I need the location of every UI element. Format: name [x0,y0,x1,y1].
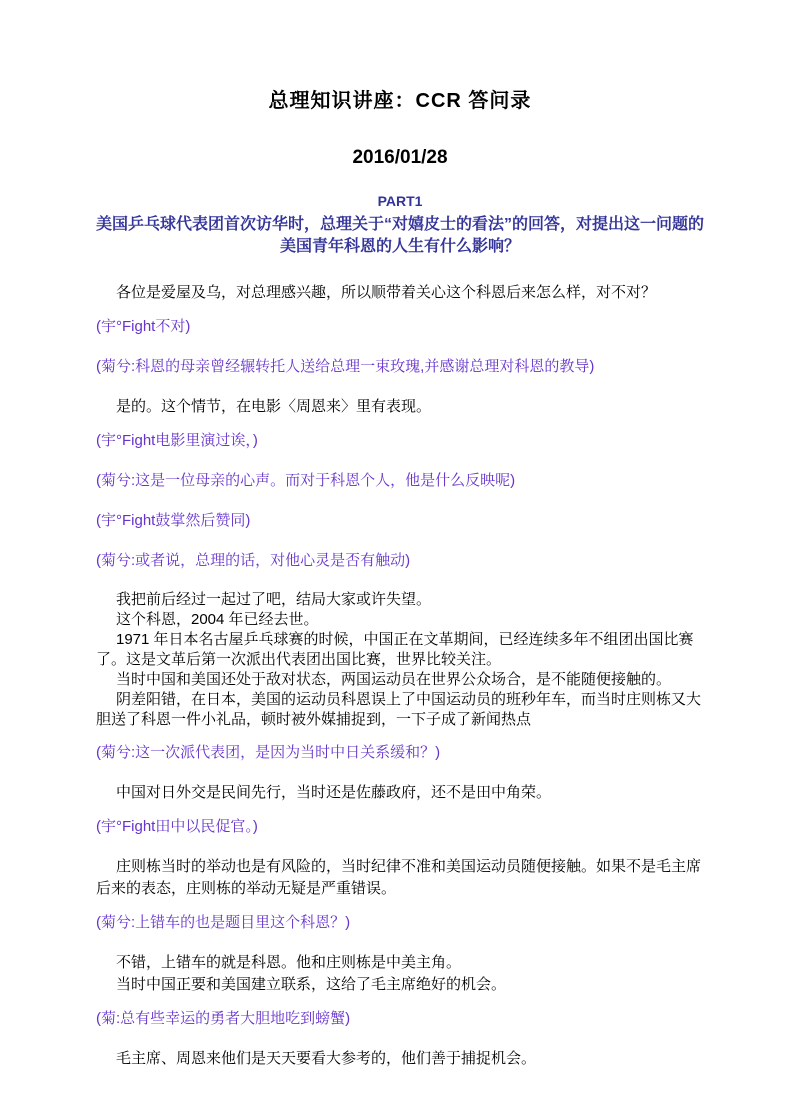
speaker-line: (菊兮:这是一位母亲的心声。而对于科恩个人，他是什么反映呢) [96,472,516,489]
speaker-line: (宇°Fight鼓掌然后赞同) [96,512,251,529]
text-line: 胆送了科恩一件小礼品，顿时被外媒捕捉到，一下子成了新闻热点 [96,711,532,728]
document-title: 总理知识讲座：CCR 答问录 [268,90,532,112]
speaker-remark [96,356,704,378]
answer-paragraph [96,1048,704,1070]
question-heading-line-2: 美国青年科恩的人生有什么影响？ [279,238,520,255]
document-date: 2016/01/28 [352,147,448,168]
text-line: 我把前后经过一起过了吧，结局大家或许失望。 [116,591,432,608]
question-heading [96,214,704,258]
answer-paragraph [96,856,704,900]
speaker-line: (菊兮:科恩的母亲曾经辗转托人送给总理一束玫瑰,并感谢总理对科恩的教导) [96,358,595,375]
text-line: 庄则栋当时的举动也是有风险的，当时纪律不准和美国运动员随便接触。如果不是毛主席 [116,858,702,875]
speaker-line: (菊兮:这一次派代表团，是因为当时中日关系缓和？) [96,744,441,761]
speaker-remark [96,550,704,572]
speaker-remark [96,470,704,492]
answer-paragraph [96,282,704,304]
document-body [96,282,704,1070]
text-line: 后来的表态，庄则栋的举动无疑是严重错误。 [96,880,397,897]
speaker-remark [96,816,704,838]
speaker-line: (菊兮:或者说，总理的话，对他心灵是否有触动) [96,552,411,569]
speaker-remark [96,912,704,934]
speaker-remark [96,316,704,338]
text-line: 这个科恩，2004 年已经去世。 [116,611,319,628]
speaker-line: (宇°Fight田中以民促官。) [96,818,258,835]
speaker-remark [96,742,704,764]
answer-paragraph [96,952,704,996]
text-line: 1971 年日本名古屋乒乓球赛的时候，中国正在文革期间，已经连续多年不组团出国比赛 [116,631,694,648]
text-line: 毛主席、周恩来他们是天天要看大参考的，他们善于捕捉机会。 [116,1050,537,1067]
text-line: 各位是爱屋及乌，对总理感兴趣，所以顺带着关心这个科恩后来怎么样，对不对？ [116,284,657,301]
speaker-line: (宇°Fight不对) [96,318,191,335]
answer-paragraph [96,590,704,730]
text-line: 了。这是文革后第一次派出代表团出国比赛，世界比较关注。 [96,651,502,668]
speaker-remark [96,1008,704,1030]
text-line: 当时中国正要和美国建立联系，这给了毛主席绝好的机会。 [116,976,507,993]
speaker-remark [96,510,704,532]
answer-paragraph [96,782,704,804]
speaker-line: (宇°Fight电影里演过诶，) [96,432,258,449]
speaker-line: (菊兮:上错车的也是题目里这个科恩？) [96,914,351,931]
question-heading-line-1: 美国乒乓球代表团首次访华时，总理关于“对嬉皮士的看法”的回答，对提出这一问题的 [96,216,705,233]
text-line: 阴差阳错，在日本，美国的运动员科恩误上了中国运动员的班秒年车，而当时庄则栋又大 [116,691,702,708]
text-line: 不错，上错车的就是科恩。他和庄则栋是中美主角。 [116,954,462,971]
speaker-line: (菊:总有些幸运的勇者大胆地吃到螃蟹) [96,1010,351,1027]
text-line: 是的。这个情节，在电影〈周恩来〉里有表现。 [116,398,432,415]
part-label: PART1 [377,193,423,209]
text-line: 当时中国和美国还处于敌对状态，两国运动员在世界公众场合，是不能随便接触的。 [116,671,672,688]
speaker-remark [96,430,704,452]
text-line: 中国对日外交是民间先行，当时还是佐藤政府，还不是田中角荣。 [116,784,552,801]
answer-paragraph [96,396,704,418]
